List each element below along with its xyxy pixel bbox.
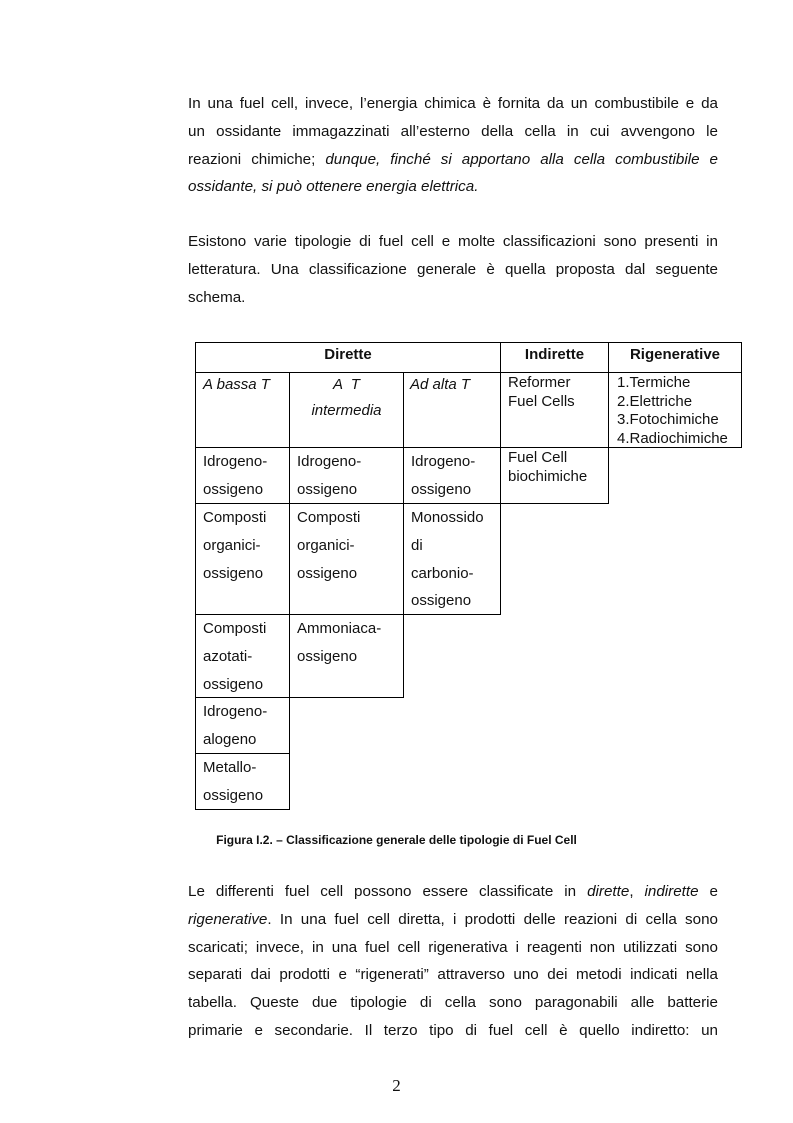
cell-line: ossigeno bbox=[411, 592, 472, 610]
text-line: schema. bbox=[188, 288, 246, 306]
cell-intermedia-idrogeno-ossigeno bbox=[289, 447, 404, 504]
text-line: tabella. Queste due tipologie di cella sono paragonabili alle batterie bbox=[188, 994, 718, 1012]
list-item: 1.Termiche bbox=[617, 374, 691, 391]
cell-line: di bbox=[411, 536, 423, 554]
text-line: scaricati; invece, in una fuel cell rigenerativa i reagenti non utilizzati sono bbox=[188, 938, 718, 956]
figure-caption: Figura I.2. – Classificazione generale delle tipologie di Fuel Cell bbox=[216, 833, 577, 847]
header-dirette: Dirette bbox=[195, 342, 501, 373]
text-line bbox=[188, 906, 718, 934]
cell-bassa-metallo-ossigeno bbox=[195, 753, 290, 810]
text-line bbox=[188, 878, 718, 906]
text-span-italic: indirette bbox=[644, 883, 699, 900]
text-span-italic: ossidante, si può ottenere energia elettrica. bbox=[188, 178, 479, 196]
cell-line: ossigeno bbox=[297, 647, 358, 665]
cell-line: Composti bbox=[297, 509, 361, 526]
subheader-alta-temperatura: Ad alta T bbox=[403, 372, 501, 448]
list-item: 2.Elettriche bbox=[617, 392, 693, 410]
subheader-bassa-temperatura: A bassa T bbox=[195, 372, 290, 448]
cell-line: ossigeno bbox=[297, 564, 358, 582]
cell-line: Composti bbox=[203, 620, 267, 637]
cell-line: alogeno bbox=[203, 730, 257, 748]
cell-alta-monossido-carbonio bbox=[403, 503, 501, 615]
cell-line: ossigeno bbox=[297, 480, 358, 498]
cell-alta-idrogeno-ossigeno bbox=[403, 447, 501, 504]
cell-line: ossigeno bbox=[203, 786, 264, 804]
text-line bbox=[188, 146, 718, 174]
subheader-line: A T bbox=[333, 376, 360, 393]
cell-intermedia-composti-organici bbox=[289, 503, 404, 615]
paragraph-classification bbox=[188, 228, 718, 311]
text-line: separati dai prodotti e “rigenerati” attraverso uno dei metodi indicati nella bbox=[188, 966, 718, 984]
cell-rigenerative-list bbox=[608, 372, 742, 448]
text-line: letteratura. Una classificazione generale è quella proposta dal seguente bbox=[188, 260, 718, 278]
cell-line: Metallo- bbox=[203, 759, 257, 776]
text-span: e bbox=[698, 883, 718, 900]
cell-line: Ammoniaca- bbox=[297, 620, 382, 637]
text-span: reazioni chimiche; bbox=[188, 150, 326, 168]
subheader-temperatura-intermedia bbox=[289, 372, 404, 448]
cell-line: Fuel Cell bbox=[508, 449, 568, 466]
cell-line: ossigeno bbox=[203, 675, 264, 693]
cell-bassa-idrogeno-alogeno bbox=[195, 697, 290, 754]
paragraph-intro bbox=[188, 90, 718, 201]
cell-bassa-composti-organici bbox=[195, 503, 290, 615]
text-span: . In una fuel cell diretta, i prodotti delle reazioni di cella sono bbox=[267, 910, 718, 928]
text-line: un ossidante immagazzinati all’esterno della cella in cui avvengono le bbox=[188, 122, 718, 140]
cell-line: Idrogeno- bbox=[297, 453, 362, 470]
paragraph-types bbox=[188, 878, 718, 1045]
subheader-line: intermedia bbox=[311, 402, 382, 419]
cell-line: Reformer bbox=[508, 374, 571, 391]
cell-line: Idrogeno- bbox=[203, 453, 268, 470]
text-line: In una fuel cell, invece, l’energia chimica è fornita da un combustibile e da bbox=[188, 95, 718, 112]
cell-line: Monossido bbox=[411, 509, 484, 526]
cell-line: Idrogeno- bbox=[411, 453, 476, 470]
list-item: 4.Radiochimiche bbox=[617, 429, 728, 447]
cell-line: ossigeno bbox=[203, 564, 264, 582]
cell-line: organici- bbox=[297, 536, 355, 554]
text-line: Esistono varie tipologie di fuel cell e molte classificazioni sono presenti in bbox=[188, 233, 718, 250]
header-rigenerative: Rigenerative bbox=[608, 342, 742, 373]
header-indirette: Indirette bbox=[500, 342, 609, 373]
page-number: 2 bbox=[392, 1076, 401, 1095]
cell-line: biochimiche bbox=[508, 467, 588, 485]
cell-line: Composti bbox=[203, 509, 267, 526]
cell-reformer-fuel-cells bbox=[500, 372, 609, 448]
cell-bassa-composti-azotati bbox=[195, 614, 290, 698]
text-line bbox=[188, 173, 718, 201]
text-span-italic: dirette bbox=[587, 883, 630, 900]
text-line: primarie e secondarie. Il terzo tipo di fuel cell è quello indiretto: un bbox=[188, 1021, 718, 1039]
text-span-italic: rigenerative bbox=[188, 910, 268, 928]
cell-line: carbonio- bbox=[411, 564, 474, 582]
cell-line: ossigeno bbox=[411, 480, 472, 498]
text-span-italic: dunque, finché si apportano alla cella combustibile e bbox=[325, 150, 718, 168]
text-span: , bbox=[629, 883, 645, 900]
cell-line: organici- bbox=[203, 536, 261, 554]
list-item: 3.Fotochimiche bbox=[617, 411, 719, 428]
cell-line: Fuel Cells bbox=[508, 392, 575, 410]
text-span: Le differenti fuel cell possono essere classificate in bbox=[188, 883, 588, 900]
cell-fuel-cell-biochimiche bbox=[500, 447, 609, 504]
cell-intermedia-ammoniaca bbox=[289, 614, 404, 698]
cell-line: Idrogeno- bbox=[203, 703, 268, 720]
cell-bassa-idrogeno-ossigeno bbox=[195, 447, 290, 504]
cell-line: ossigeno bbox=[203, 480, 264, 498]
cell-line: azotati- bbox=[203, 647, 253, 665]
